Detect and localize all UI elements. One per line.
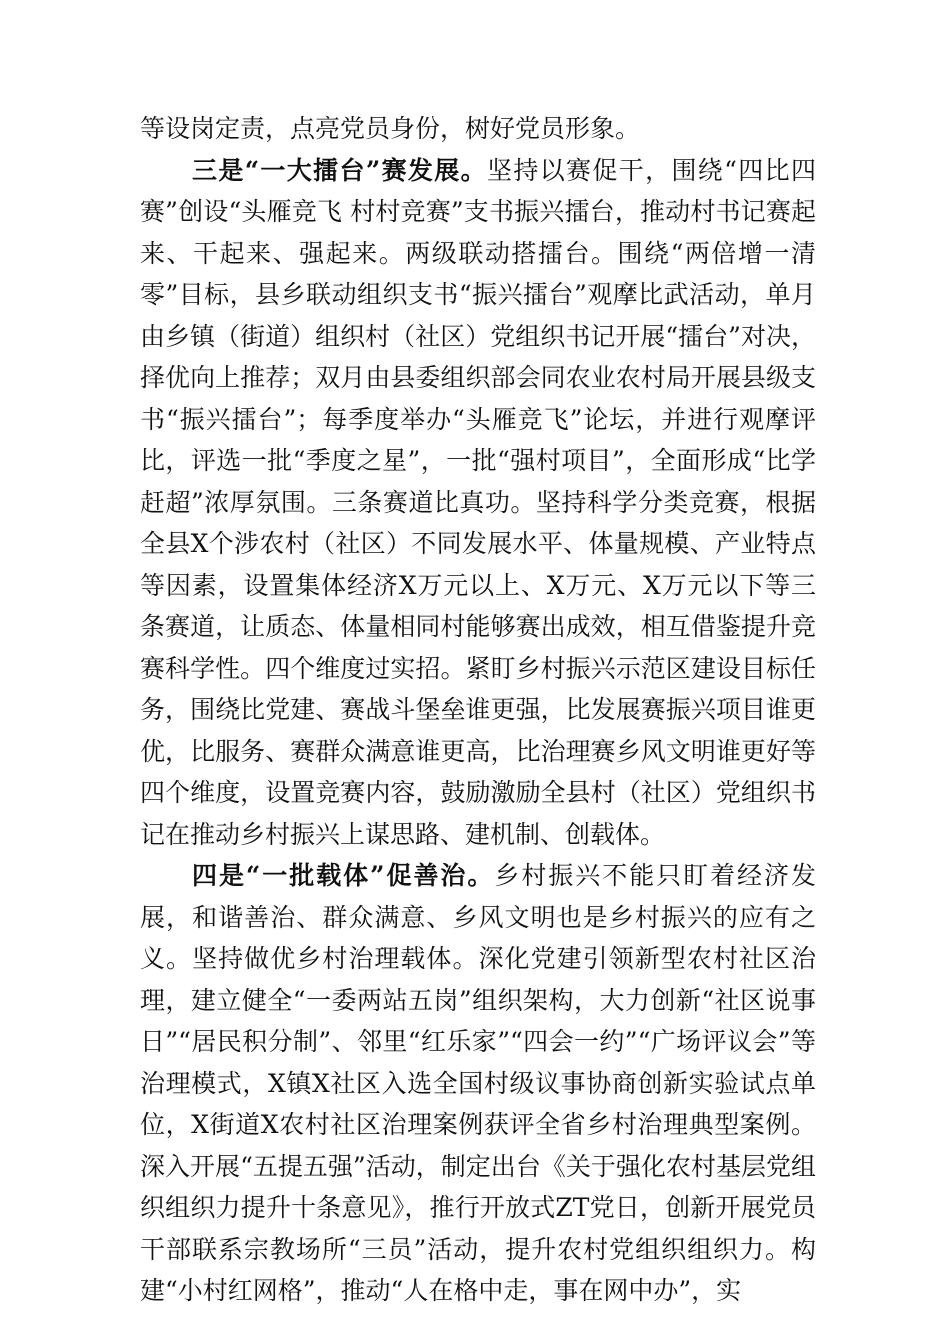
paragraph-heading: 四是“一批载体”促善治。 (192, 861, 495, 890)
paragraph-text: 坚持以赛促干，围绕“四比四赛”创设“头雁竞飞 村村竞赛”支书振兴擂台，推动村书记赛起来、干起来、强起来。两级联动搭擂台。围绕“两倍增一清零”目标，县乡联动组织支书“振兴擂台”观摩比武活动，单月由乡镇（街道）组织村（社区）党组织书记开展“擂台”对决，择优向上推荐；双月由县委组织部会同农业农村局开展县级支书“振兴擂台”；每季度举办“头雁竞飞”论坛，并进行观摩评比，评选一批“季度之星”，一批“强村项目”，全面形成“比学赶超”浓厚氛围。三条赛道比真功。坚持科学分类竞赛，根据全县X个涉农村（社区）不同发展水平、体量规模、产业特点等因素，设置集体经济X万元以上、X万元、X万元以下等三条赛道，让质态、体量相同村能够赛出成效，相互借鉴提升竞赛科学性。四个维度过实招。紧盯乡村振兴示范区建设目标任务，围绕比党建、赛战斗堡垒谁更强，比发展赛振兴项目谁更优，比服务、赛群众满意谁更高，比治理赛乡风文明谁更好等四个维度，设置竞赛内容，鼓励激励全县村（社区）党组织书记在推动乡村振兴上谋思路、建机制、创载体。 (140, 155, 816, 849)
paragraph-section-three (140, 150, 816, 856)
paragraph-heading: 三是“一大擂台”赛发展。 (192, 155, 487, 185)
paragraph-continuation (140, 108, 816, 150)
paragraph-text: 等设岗定责，点亮党员身份，树好党员形象。 (140, 114, 641, 143)
paragraph-section-four (140, 855, 816, 1312)
document-body (140, 108, 816, 1312)
paragraph-text: 乡村振兴不能只盯着经济发展，和谐善治、群众满意、乡风文明也是乡村振兴的应有之义。坚持做优乡村治理载体。深化党建引领新型农村社区治理，建立健全“一委两站五岗”组织架构，大力创新“社区说事日”“居民积分制”、邻里“红乐家”“四会一约”“广场评议会”等治理模式，X镇X社区入选全国村级议事协商创新实验试点单位，X街道X农村社区治理案例获评全省乡村治理典型案例。深入开展“五提五强”活动，制定出台《关于强化农村基层党组织组织力提升十条意见》，推行开放式ZT党日，创新开展党员干部联系宗教场所“三员”活动，提升农村党组织组织力。构建“小村红网格”，推动“人在格中走，事在网中办”，实 (140, 861, 816, 1305)
